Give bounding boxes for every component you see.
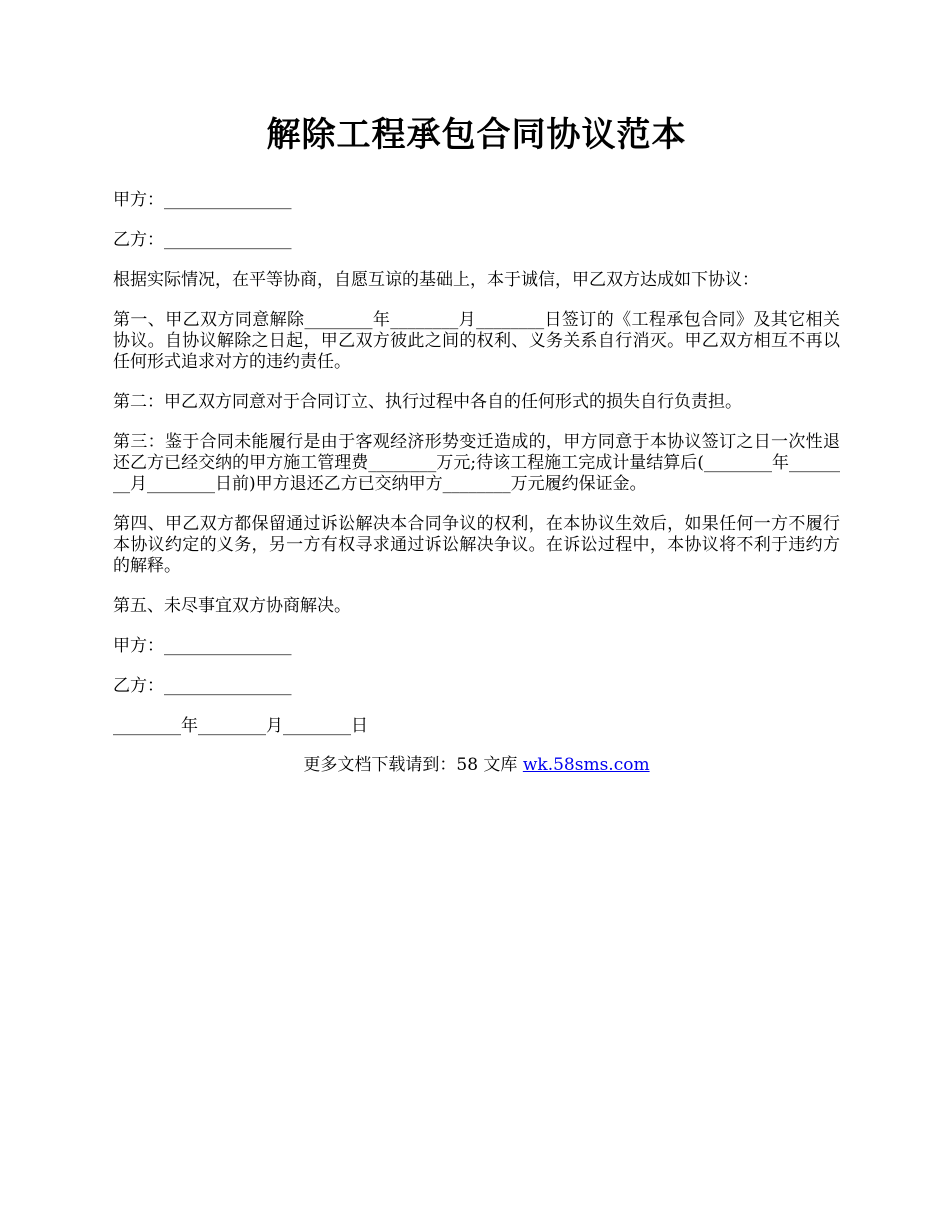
download-footer (113, 755, 840, 776)
document-title: 解除工程承包合同协议范本 (266, 115, 687, 155)
signature-party-b: 乙方：_______________ (113, 676, 292, 696)
clause-3: 第三：鉴于合同未能履行是由于客观经济形势变迁造成的，甲方同意于本协议签订之日一次性退还乙方已经交纳的甲方施工管理费________万元;待该工程施工完成计量结算后(________年________月________日前)甲方退还乙方已交纳甲方________万元履约保证金。 (113, 432, 840, 494)
preamble-paragraph: 根据实际情况，在平等协商，自愿互谅的基础上，本于诚信，甲乙双方达成如下协议： (113, 270, 759, 290)
footer-prefix: 更多文档下载请到：58 文库 (303, 755, 523, 775)
party-a-line: 甲方：_______________ (113, 190, 292, 210)
signature-party-a: 甲方：_______________ (113, 636, 292, 656)
clause-2: 第二：甲乙双方同意对于合同订立、执行过程中各自的任何形式的损失自行负责担。 (113, 392, 742, 412)
clause-1: 第一、甲乙双方同意解除________年________月________日签订的《工程承包合同》及其它相关协议。自协议解除之日起，甲乙双方彼此之间的权利、义务关系自行消灭。甲乙双方相互不再以任何形式追求对方的违约责任。 (113, 310, 840, 372)
signature-date: ________年________月________日 (113, 716, 368, 736)
clause-5: 第五、未尽事宜双方协商解决。 (113, 596, 351, 616)
clause-4: 第四、甲乙双方都保留通过诉讼解决本合同争议的权利，在本协议生效后，如果任何一方不履行本协议约定的义务，另一方有权寻求通过诉讼解决争议。在诉讼过程中，本协议将不利于违约方的解释。 (113, 514, 840, 576)
party-b-line: 乙方：_______________ (113, 230, 292, 250)
footer-link[interactable]: wk.58sms.com (522, 755, 650, 775)
